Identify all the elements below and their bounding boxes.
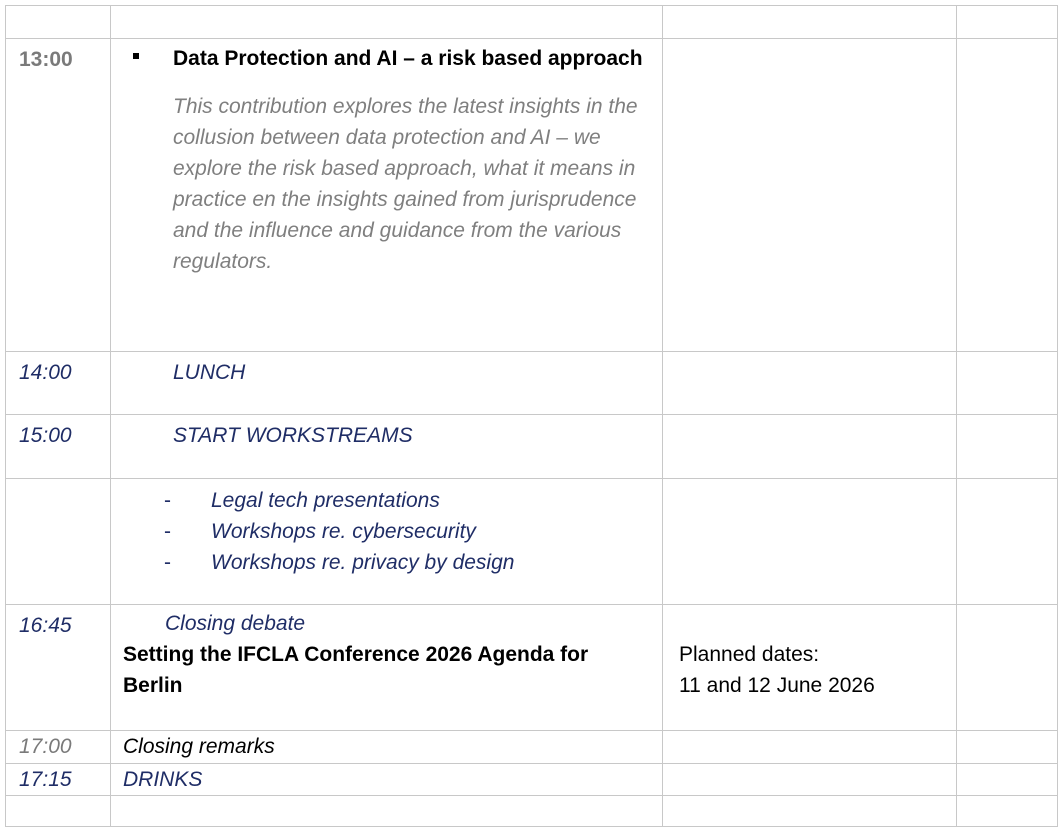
lunch-label: LUNCH xyxy=(173,361,246,384)
closing-remarks-label: Closing remarks xyxy=(123,735,275,758)
planned-dates xyxy=(663,605,956,701)
closing-debate-label: Closing debate xyxy=(165,612,306,635)
table-row xyxy=(6,39,1058,352)
table-row xyxy=(6,731,1058,764)
time-1700: 17:00 xyxy=(19,735,72,758)
list-item: - Workshops re. privacy by design xyxy=(111,547,662,578)
list-item: - Legal tech presentations xyxy=(111,485,662,516)
table-row xyxy=(6,6,1058,39)
planned-dates-value: 11 and 12 June 2026 xyxy=(679,674,875,697)
table-row xyxy=(6,796,1058,827)
planned-dates-label: Planned dates: xyxy=(679,643,820,666)
time-1400: 14:00 xyxy=(19,361,72,384)
table-row xyxy=(6,352,1058,415)
session-description: This contribution explores the latest insights in the collusion between data protection and AI – we explore the risk based approach, what it means in practice en the insights gained from jurisprudence and the influence and guidance from the various regulators. xyxy=(173,95,638,273)
table-row xyxy=(6,605,1058,731)
table-row xyxy=(6,415,1058,479)
table-row xyxy=(6,764,1058,796)
agenda-table xyxy=(5,5,1058,827)
time-1645: 16:45 xyxy=(19,614,72,637)
square-bullet-icon xyxy=(133,53,139,59)
dash-bullet-icon: - xyxy=(164,551,171,574)
workstreams-label: START WORKSTREAMS xyxy=(173,424,413,447)
agenda-setting-title: Setting the IFCLA Conference 2026 Agenda for Berlin xyxy=(123,643,589,697)
session-title: Data Protection and AI – a risk based approach xyxy=(173,47,643,70)
list-item: - Workshops re. cybersecurity xyxy=(111,516,662,547)
time-1300: 13:00 xyxy=(19,48,73,71)
session-data-protection xyxy=(111,39,662,277)
time-1715: 17:15 xyxy=(19,768,72,791)
dash-bullet-icon: - xyxy=(164,520,171,543)
dash-bullet-icon: - xyxy=(164,489,171,512)
drinks-label: DRINKS xyxy=(123,768,203,791)
workstream-list xyxy=(111,479,662,578)
time-1500: 15:00 xyxy=(19,424,72,447)
table-row xyxy=(6,479,1058,605)
